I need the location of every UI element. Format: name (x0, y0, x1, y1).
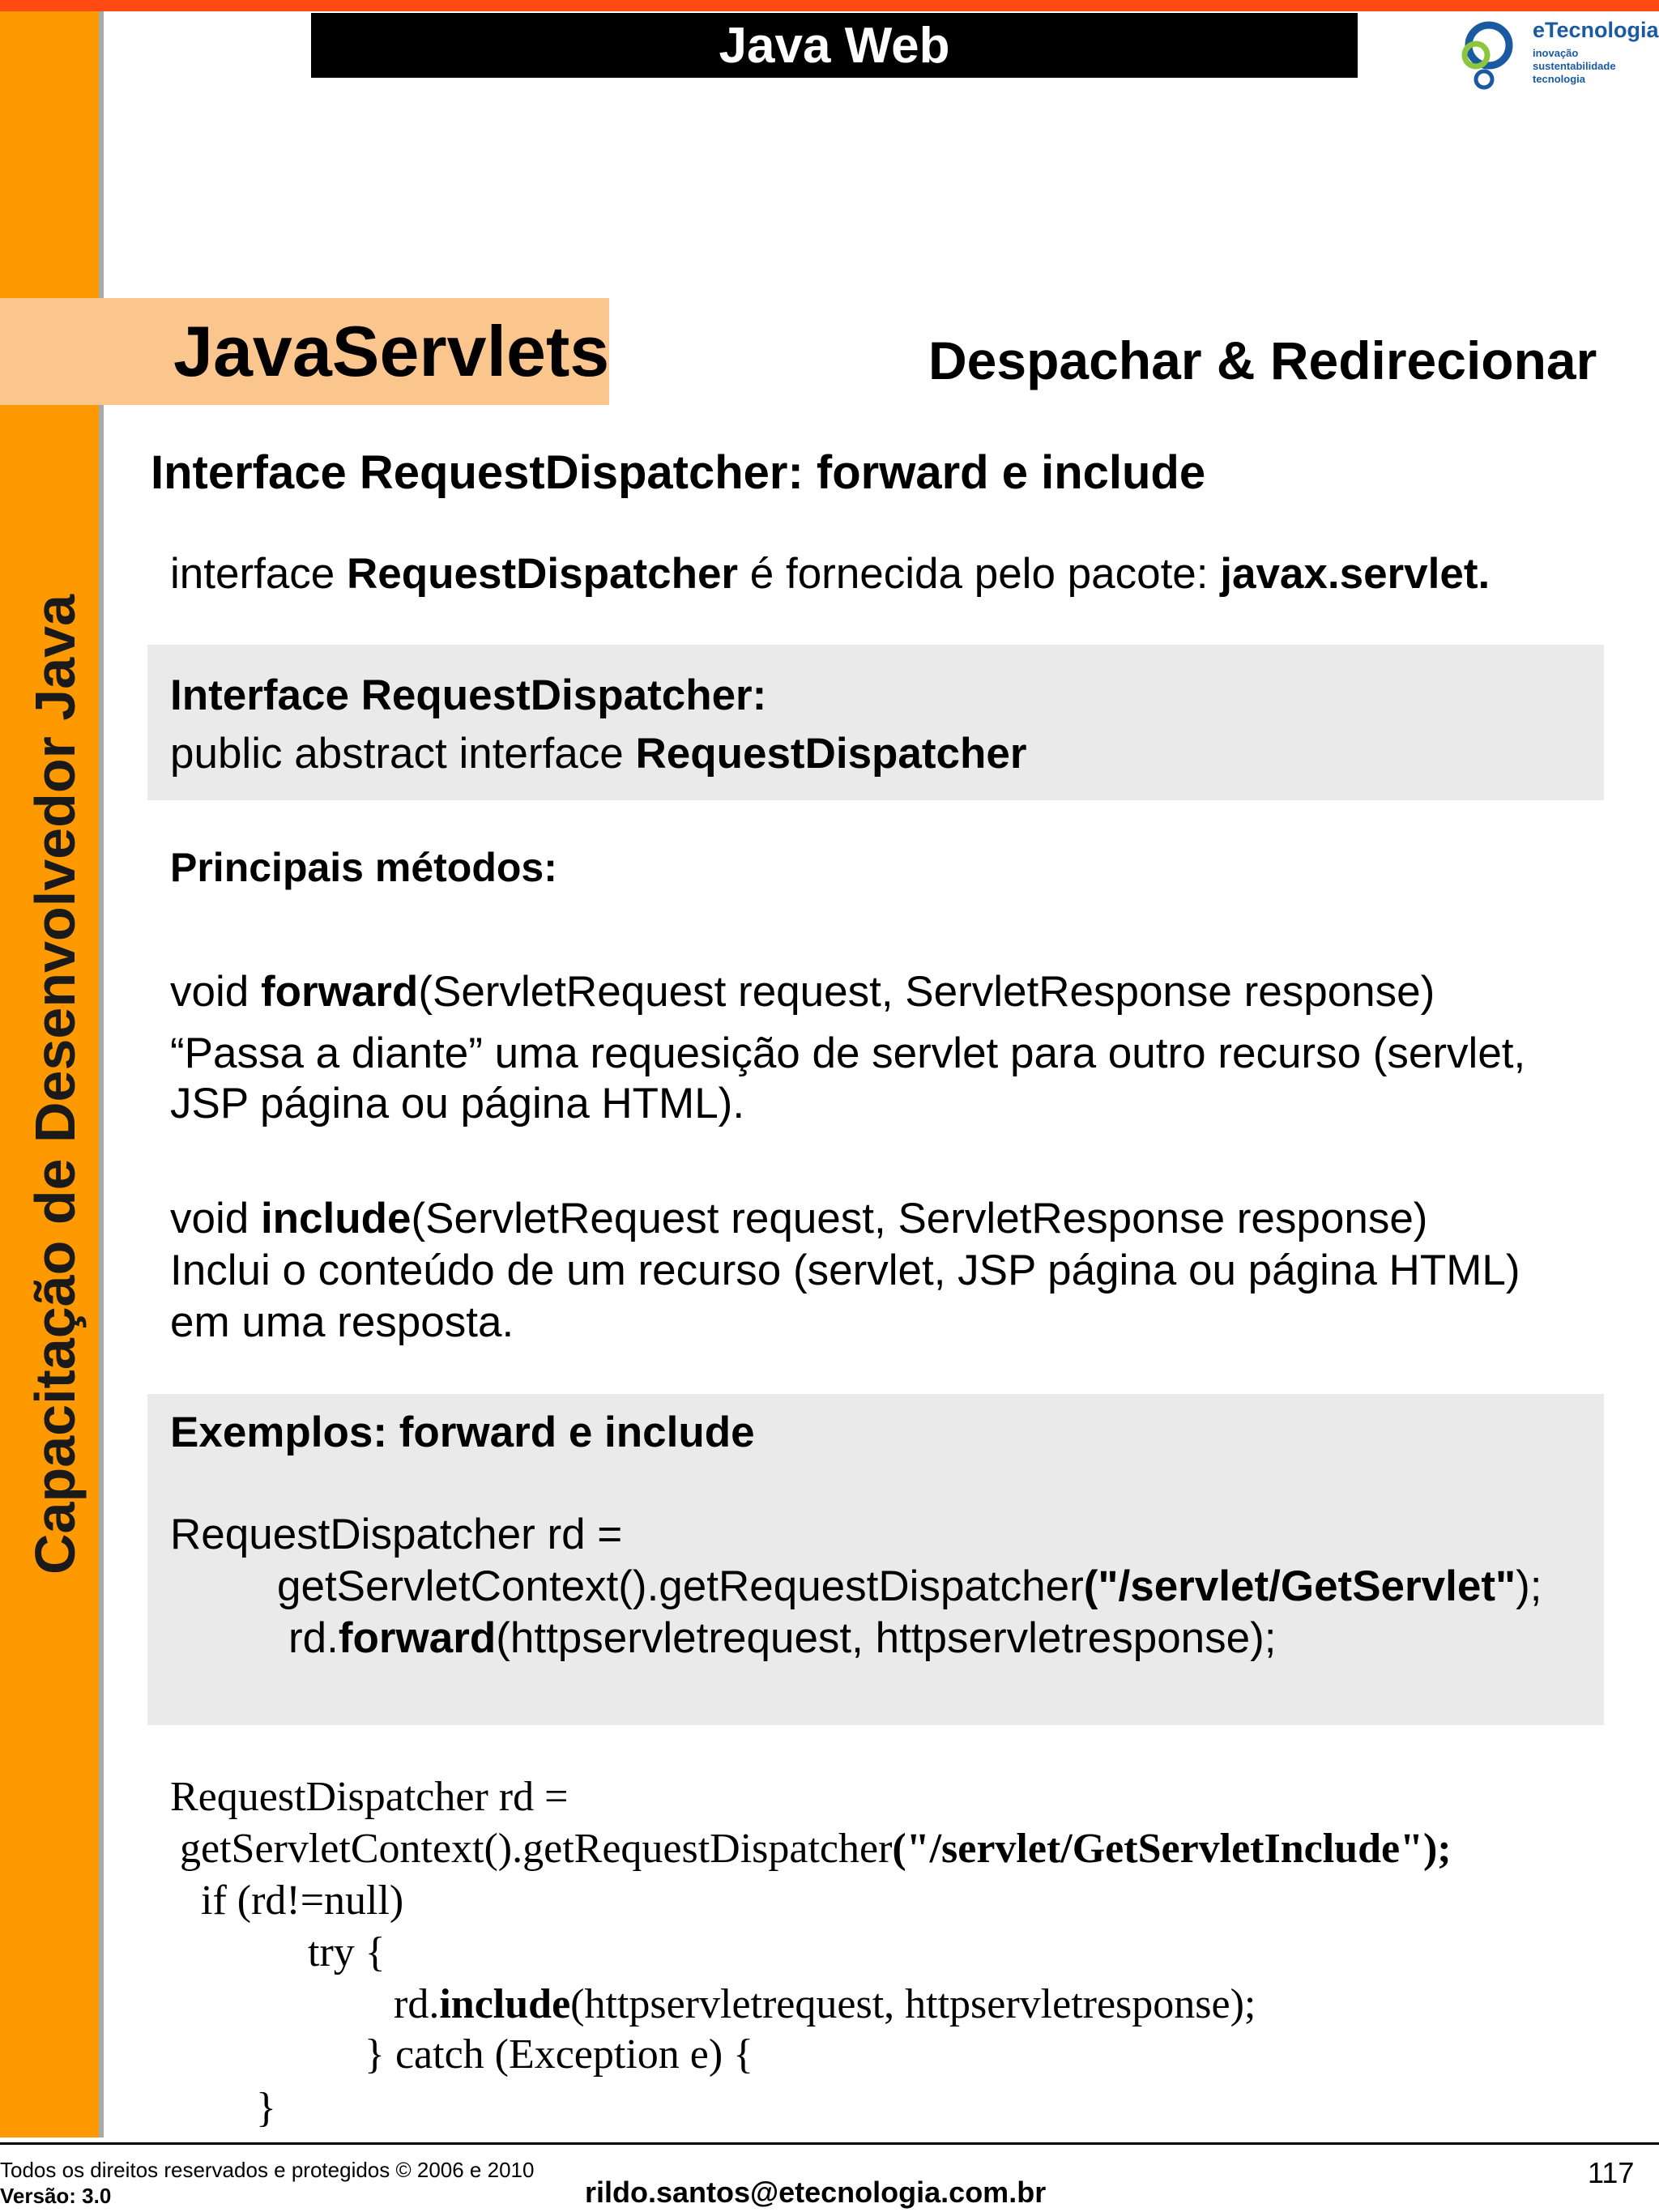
include-description: em uma resposta. (170, 1298, 514, 1346)
code-line: rd.include(httpservletrequest, httpservletresponse); (394, 1981, 1256, 2027)
slide-subtitle: Despachar & Redirecionar (928, 330, 1597, 390)
forward-signature: void forward(ServletRequest request, ServletResponse response) (170, 968, 1435, 1016)
include-signature: void include(ServletRequest request, ServletResponse response) (170, 1195, 1428, 1242)
code-line: if (rd!=null) (201, 1877, 404, 1924)
slide-title: JavaServlets (173, 311, 610, 391)
code-line: RequestDispatcher rd = (170, 1511, 623, 1558)
header-title: Java Web (719, 17, 950, 74)
footer-version: Versão: 3.0 (0, 2184, 112, 2208)
footer-email: rildo.santos@etecnologia.com.br (585, 2176, 1047, 2209)
logo-tagline: tecnologia (1533, 73, 1586, 85)
logo-tagline: inovação (1533, 47, 1579, 59)
code-line: getServletContext().getRequestDispatcher("/servlet/GetServlet"); (277, 1562, 1542, 1610)
sidebar-vertical-title: Capacitação de Desenvolvedor Java (23, 594, 87, 1575)
footer-divider (0, 2142, 1659, 2145)
header-title-bar (311, 13, 1358, 78)
examples-title: Exemplos: forward e include (170, 1409, 755, 1456)
logo (1452, 18, 1659, 92)
page-number: 117 (1588, 2156, 1635, 2189)
methods-heading: Principais métodos: (170, 845, 557, 890)
logo-tagline: sustentabilidade (1533, 60, 1616, 72)
code-line: RequestDispatcher rd = (170, 1774, 569, 1820)
footer-copyright: Todos os direitos reservados e protegidos © 2006 e 2010 (0, 2158, 535, 2182)
forward-description: “Passa a diante” uma requesição de servlet para outro recurso (servlet, (170, 1029, 1526, 1077)
logo-brand: eTecnologia (1533, 18, 1659, 42)
section-heading: Interface RequestDispatcher: forward e include (151, 446, 1206, 499)
include-description: Inclui o conteúdo de um recurso (servlet, JSP página ou página HTML) (170, 1247, 1520, 1294)
code-line: try { (308, 1929, 386, 1975)
intro-text: interface RequestDispatcher é fornecida pelo pacote: javax.servlet. (170, 550, 1491, 598)
interface-box-title: Interface RequestDispatcher: (170, 671, 767, 719)
forward-description: JSP página ou página HTML). (170, 1080, 745, 1127)
code-line: } catch (Exception e) { (365, 2031, 754, 2078)
code-line: rd.forward(httpservletrequest, httpservletresponse); (288, 1614, 1277, 1662)
code-line: getServletContext().getRequestDispatcher("/servlet/GetServletInclude"); (180, 1826, 1452, 1872)
code-line: } (256, 2085, 276, 2131)
interface-declaration: public abstract interface RequestDispatcher (170, 730, 1027, 778)
top-accent-strip (0, 0, 1659, 11)
logo-icon (1452, 18, 1529, 92)
